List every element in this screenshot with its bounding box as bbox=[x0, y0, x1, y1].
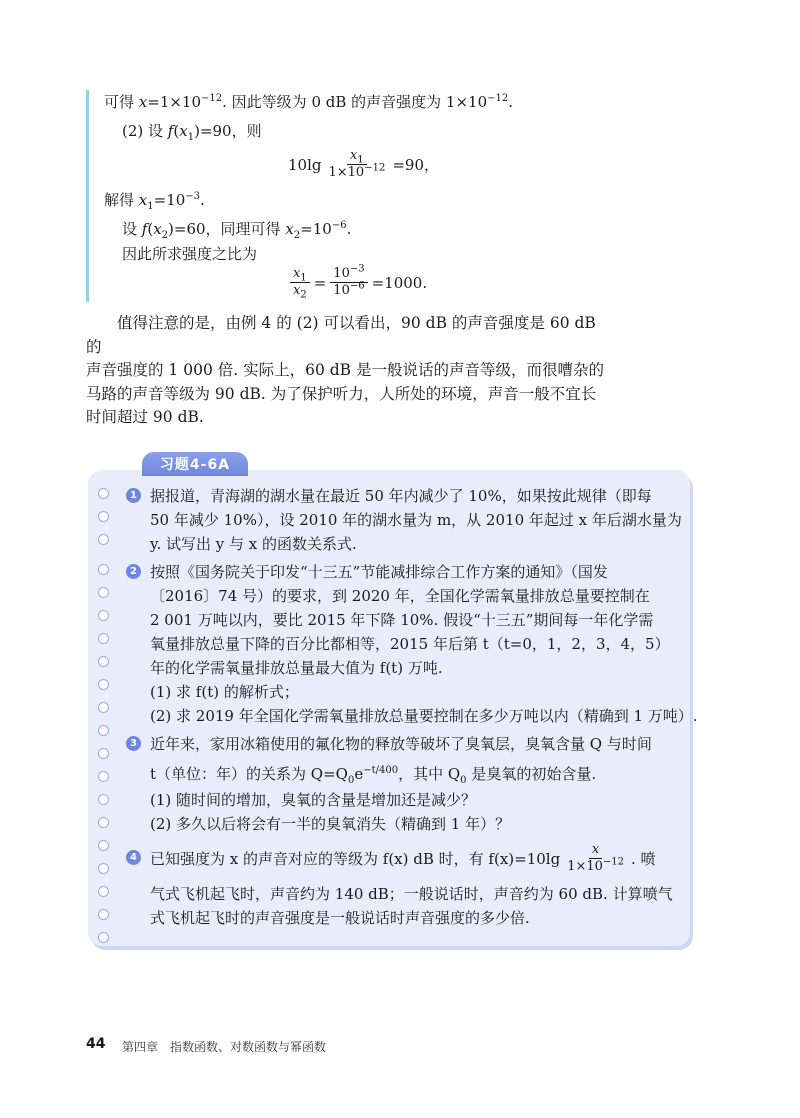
q3-line: (2) 多久以后将会有一半的臭氧消失（精确到 1 年）？ bbox=[150, 815, 511, 833]
example-line-5: 因此所求强度之比为 bbox=[122, 245, 258, 263]
example-line-2: (2) 设 $f(x_1)=90$，则 bbox=[122, 122, 262, 143]
binder-hole-icon bbox=[98, 725, 109, 736]
q4-line: 式飞机起飞时的声音强度是一般说话时声音强度的多少倍. bbox=[150, 909, 530, 927]
fraction: $\frac{x_1}{1\times 10^{-12}}$ bbox=[328, 148, 386, 180]
exercise-tab-label: 习题4-6A bbox=[142, 452, 248, 476]
binder-hole-icon bbox=[98, 794, 109, 805]
q2-line: 〔2016〕74 号）的要求，到 2020 年，全国化学需氧量排放总量要控制在 bbox=[150, 587, 650, 605]
body-paragraph bbox=[86, 312, 616, 430]
question-number-badge: 4 bbox=[126, 850, 141, 865]
paragraph-line: 时间超过 90 dB. bbox=[86, 408, 204, 426]
binder-hole-icon bbox=[98, 771, 109, 782]
question-number-badge: 2 bbox=[126, 564, 141, 579]
binder-hole-icon bbox=[98, 488, 109, 499]
binder-hole-icon bbox=[98, 748, 109, 759]
binder-hole-icon bbox=[98, 840, 109, 851]
binder-hole-icon bbox=[98, 587, 109, 598]
binder-hole-icon bbox=[98, 817, 109, 828]
binder-hole-icon bbox=[98, 633, 109, 644]
paragraph-line: 马路的声音等级为 90 dB. 为了保护听力，人所处的环境，声音一般不宜长 bbox=[86, 384, 597, 403]
q4-line: 已知强度为 x 的声音对应的等级为 f(x) dB 时，有 f(x)=10lg $\frac{x}{1\times 10^{-12}}$ . 喷 bbox=[150, 842, 656, 874]
formula-10lg: 10lg $\frac{x_1}{1\times 10^{-12}}$ =90， bbox=[288, 148, 439, 180]
formula-ratio: $\frac{x_1}{x_2}$ = $\frac{10^{-3}}{10^{-6}}$ =1000. bbox=[290, 266, 427, 299]
page-number: 44 bbox=[86, 1036, 106, 1052]
binder-hole-icon bbox=[98, 534, 109, 545]
binder-hole-icon bbox=[98, 564, 109, 575]
example-margin-bar bbox=[86, 90, 89, 302]
binder-hole-icon bbox=[98, 656, 109, 667]
binder-hole-icon bbox=[98, 932, 109, 943]
binder-hole-icon bbox=[98, 511, 109, 522]
q2-line: 按照《国务院关于印发“十三五”节能减排综合工作方案的通知》（国发 bbox=[150, 563, 608, 581]
fraction: $\frac{x}{1\times 10^{-12}}$ bbox=[567, 842, 625, 874]
chapter-title: 第四章 指数函数、对数函数与幂函数 bbox=[122, 1040, 327, 1054]
binder-hole-icon bbox=[98, 886, 109, 897]
question-number-badge: 3 bbox=[126, 736, 141, 751]
fraction: $\frac{10^{-3}}{10^{-6}}$ bbox=[330, 266, 367, 299]
binder-hole-icon bbox=[98, 702, 109, 713]
q2-line: 2 001 万吨以内，要比 2015 年下降 10%. 假设“十三五”期间每一年化学需 bbox=[150, 611, 654, 629]
q4-line: 气式飞机起飞时，声音约为 140 dB；一般说话时，声音约为 60 dB. 计算喷气 bbox=[150, 885, 673, 903]
binder-hole-icon bbox=[98, 610, 109, 621]
fraction: $\frac{x_1}{x_2}$ bbox=[290, 266, 310, 299]
paragraph-line: 声音强度的 1 000 倍. 实际上，60 dB 是一般说话的声音等级，而很嘈杂的 bbox=[86, 361, 604, 379]
q2-line: 氧量排放总量下降的百分比都相等，2015 年后第 t（t=0，1，2，3，4，5） bbox=[150, 635, 670, 653]
example-line-1: 可得 $x=1\times 10^{-12}$. 因此等级为 0 dB 的声音强度为 $1\times 10^{-12}$. bbox=[104, 93, 514, 111]
example-line-4: 设 $f(x_2)=60$，同理可得 $x_2=10^{-6}$. bbox=[122, 220, 352, 241]
q2-line: (1) 求 f(t) 的解析式； bbox=[150, 683, 299, 701]
q2-line: 年的化学需氧量排放总量最大值为 f(t) 万吨. bbox=[150, 659, 443, 677]
question-number-badge: 1 bbox=[126, 488, 141, 503]
q3-line: t（单位：年）的关系为 $Q=Q_0e^{-t/400}$，其中 $Q_0$ 是臭氧的初始含量. bbox=[150, 765, 597, 786]
q2-line: (2) 求 2019 年全国化学需氧量排放总量要控制在多少万吨以内（精确到 1 万吨）. bbox=[150, 707, 698, 725]
q1-line: 据报道，青海湖的湖水量在最近 50 年内减少了 10%，如果按此规律（即每 bbox=[150, 487, 652, 505]
q3-line: (1) 随时间的增加，臭氧的含量是增加还是减少？ bbox=[150, 791, 477, 809]
q1-line: y. 试写出 y 与 x 的函数关系式. bbox=[150, 535, 357, 553]
binder-hole-icon bbox=[98, 863, 109, 874]
paragraph-line: 值得注意的是，由例 4 的 (2) 可以看出，90 dB 的声音强度是 60 dB 的 bbox=[86, 314, 596, 356]
q3-line: 近年来，家用冰箱使用的氟化物的释放等破坏了臭氧层，臭氧含量 Q 与时间 bbox=[150, 735, 652, 753]
binder-hole-icon bbox=[98, 679, 109, 690]
q1-line: 50 年减少 10%），设 2010 年的湖水量为 m，从 2010 年起过 x 年后湖水量为 bbox=[150, 511, 682, 529]
example-line-3: 解得 $x_1=10^{-3}$. bbox=[104, 191, 205, 212]
binder-hole-icon bbox=[98, 909, 109, 920]
